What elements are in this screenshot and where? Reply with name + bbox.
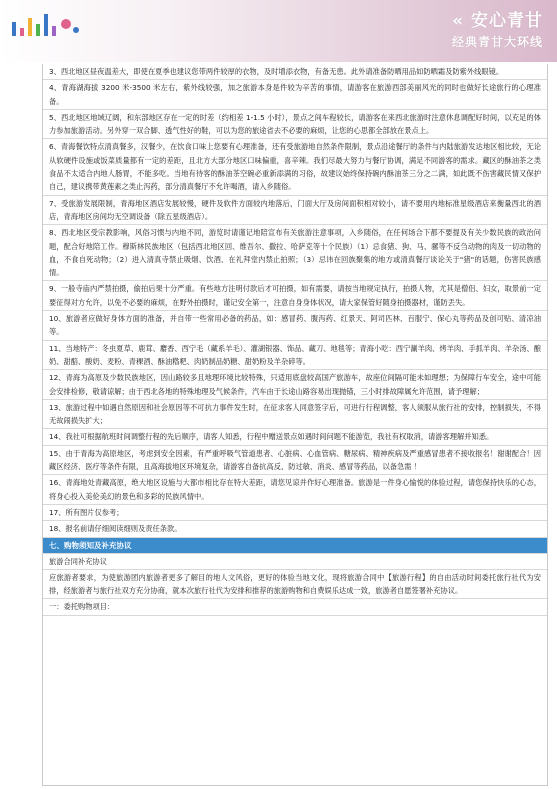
document-body <box>42 64 548 786</box>
note-item: 17、所有图片仅参考； <box>43 505 547 521</box>
shopping-items-label: 一：委托购物项目： <box>43 599 547 615</box>
note-item: 8、西北地区受宗教影响，风俗习惯与内地不同，游览时请谨记地陪宣布有关旅游注意事项，入乡随俗，在任何场合下都不要提及有关少数民族的政治问题，配合好地陪工作。穆斯林民族地区（包括西北地区回、维吾尔、撒拉、哈萨克等十个民族）（1）忌食猪、狗、马、骡等不反刍动物的肉及一切动物的血，不食自死动物；（2）进入清真寺禁止吸烟、饮酒、在礼拜堂内禁止拍照；（3）忌讳在回族聚集的地方或清真餐厅谈论关于"猪"的话题，伤害民族感情。 <box>43 225 547 281</box>
note-item: 16、青海地处青藏高原，绝大地区设施与大都市相比存在特大差距，请您见谅并作好心理准备。旅游是一件身心愉悦的体验过程，请您保持快乐的心态，将身心投入美伦美幻的景色和多彩的民族风情中。 <box>43 475 547 505</box>
company-logo <box>6 4 86 46</box>
note-item: 4、青海湖海拔 3200 米-3500 米左右，紫外线较强，加之旅游本身是件较为辛苦的事情，请游客在旅游西部美丽风光的同时也做好长途旅行的心理准备。 <box>43 80 547 110</box>
note-item: 14、我社可根据航班时间调整行程的先后顺序，请客人知悉，行程中赠送景点如遇时间问题不能游览，我社有权取消，请游客理解并知悉。 <box>43 429 547 445</box>
note-item: 3、西北地区昼夜温差大，即使在夏季也建议您带两件较厚的衣物，及时增添衣物，有备无患。此外请准备防晒用品如防晒霜及防紫外线眼镜。 <box>43 64 547 80</box>
note-item: 10、旅游者应做好身体方面的准备，并自带一些常用必备的药品，如：感冒药、腹泻药、红景天、阿司匹林、百服宁、保心丸等药品及创可贴、清凉油等。 <box>43 311 547 341</box>
header-title: « 安心青甘 <box>452 11 543 31</box>
note-item: 9、一般寺庙内严禁拍摄，偷拍后果十分严重。有些地方注明付款后才可拍摄，如有需要，请按当地规定执行，拍摄人物，尤其是僧侣、妇女，取景前一定要征得对方允许，以免不必要的麻烦，在野外拍摄时，谨记安全第一，注意自身身体状况，请大家保管好随身拍摄器材，谨防丢失。 <box>43 281 547 311</box>
note-item: 7、受旅游发展限制，青海地区酒店发展较慢，硬件及软件方面较内地落后，门面大厅及房间面积相对较小，请不要用内地标准星级酒店来衡量西北的酒店，青海地区房间均无空调设备（除五星级酒店）。 <box>43 196 547 226</box>
section-heading: 七、购物须知及补充协议 <box>43 538 547 554</box>
header-subtitle: 经典青甘大环线 <box>451 35 543 49</box>
note-item: 15、由于青海为高原地区，考虑到安全因素，有严重呼吸气管道患者、心脏病、心血管病、糖尿病、精神疾病及严重感冒患者不接收报名！谢谢配合！因藏区经济、医疗等条件有限，且高海拔地区环境复杂，请游客自备抗高反、防过敏、消炎、感冒等药品，以备急需 ！ <box>43 446 547 476</box>
page-header <box>0 0 557 62</box>
note-item: 11、当地特产：冬虫夏草、鹿茸、麝香、西宁毛（藏系羊毛）、灌湖银器、饰品、藏刀、地毯等；青海小吃：西宁涮羊肉、烤羊肉、手抓羊肉、羊杂汤、酿奶、甜醅、酸奶、麦粉、青稞酒、酥油糌粑、肉奶制品奶糖、甜奶粉及羊杂碎等。 <box>43 341 547 371</box>
note-item: 5、西北地区地域辽阔，和东部地区存在一定的时差（约相差 1-1.5 小时），景点之间车程较长，请游客在来西北旅游时注意休息调配好时间，以充足的体力参加旅游活动。另外穿一双合脚、透气性好的鞋，可以为您的旅途省去不必要的麻烦，让您的心思都全部放在景点上。 <box>43 110 547 140</box>
note-item: 12、青海为高原及少数民族地区，因山路较多且地理环境比较特殊，只适用底盘较高国产旅游车，故座位间隔可能未如理想；为保障行车安全，途中可能会安排检修，敬请谅解；由于西北各地的特殊地理及气候条件，汽车由于长途山路容易出现抛锚，三小时排故障属允许范围，请予理解； <box>43 370 547 400</box>
agreement-title: 旅游合同补充协议 <box>43 554 547 570</box>
note-item: 6、青海餐饮特点清真餐多，汉餐少，在饮食口味上您要有心理准备，还有受旅游地自然条件限制，景点沿途餐厅的条件与内陆旅游发达地区相比较，无论从软硬件设施或饭菜质量都有一定的差距，且北方大部分地区口味偏重，喜辛辣。我们尽最大努力与餐厅协调，满足不同游客的需求。藏区的酥油茶之类食品不太适合内地人肠胃，不能多吃。当地有待客的酥油茶空碗必重新添满的习俗，故建议始终保持碗内酥油茶三分之二满，如此既不伤害藏民情又保护自己，建议携带黄莲素之类止泻药，部分清真餐厅不允许喝酒，请入乡随俗。 <box>43 139 547 195</box>
agreement-text: 应旅游者要求，为使旅游团内旅游者更多了解目的地人文风俗，更好的体验当地文化，现将旅游合同中【旅游行程】的自由活动时间委托旅行社代为安排，经旅游者与旅行社双方充分协商，就本次旅行社代为安排和推荐的旅游购物和自费娱乐达成一致，旅游者自愿签署补充协议。 <box>43 570 547 600</box>
note-item: 18、报名前请仔细阅读细则及责任条款。 <box>43 521 547 537</box>
note-item: 13、旅游过程中如遇自然原因和社会原因等不可抗力事件发生时，在征求客人同意签字后，可进行行程调整，客人须服从旅行社的安排，控制损失，不得无故闹损失扩大； <box>43 400 547 430</box>
